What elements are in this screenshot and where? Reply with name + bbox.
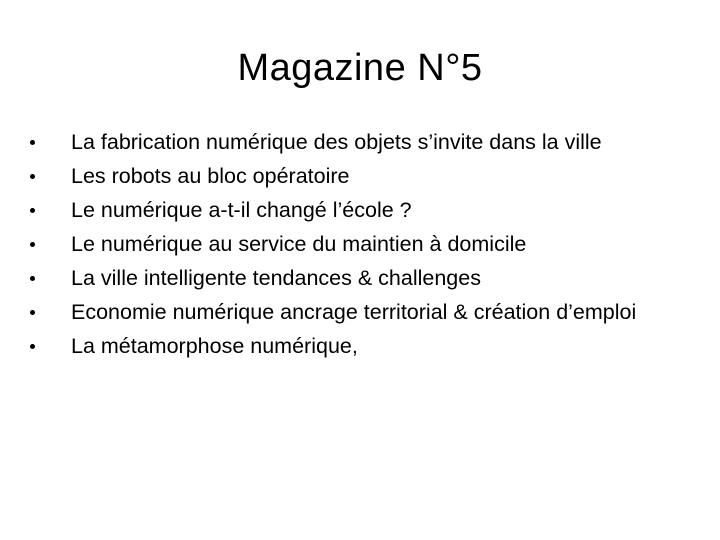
bullet-text: Le numérique a-t-il changé l’école ? (71, 198, 412, 222)
bullet-dot-icon (30, 276, 35, 281)
bullet-text: La ville intelligente tendances & challenges (71, 266, 481, 290)
slide-title: Magazine N°5 (237, 47, 483, 89)
bullet-item (30, 298, 680, 326)
bullet-text: Les robots au bloc opératoire (71, 164, 350, 188)
bullet-dot-icon (30, 140, 35, 145)
bullet-text: La métamorphose numérique, (71, 334, 358, 358)
bullet-dot-icon (30, 242, 35, 247)
bullet-dot-icon (30, 344, 35, 349)
bullet-text: La fabrication numérique des objets s’invite dans la ville (71, 130, 602, 154)
bullet-item (30, 128, 680, 156)
bullet-dot-icon (30, 174, 35, 179)
bullet-item (30, 264, 680, 292)
bullet-item (30, 332, 680, 360)
bullet-item (30, 196, 680, 224)
bullet-dot-icon (30, 310, 35, 315)
bullet-dot-icon (30, 208, 35, 213)
bullet-text: Economie numérique ancrage territorial & création d’emploi (71, 300, 637, 324)
bullet-item (30, 230, 680, 258)
bullet-text: Le numérique au service du maintien à domicile (71, 232, 527, 256)
bullet-item (30, 162, 680, 190)
bullet-list (30, 128, 680, 366)
